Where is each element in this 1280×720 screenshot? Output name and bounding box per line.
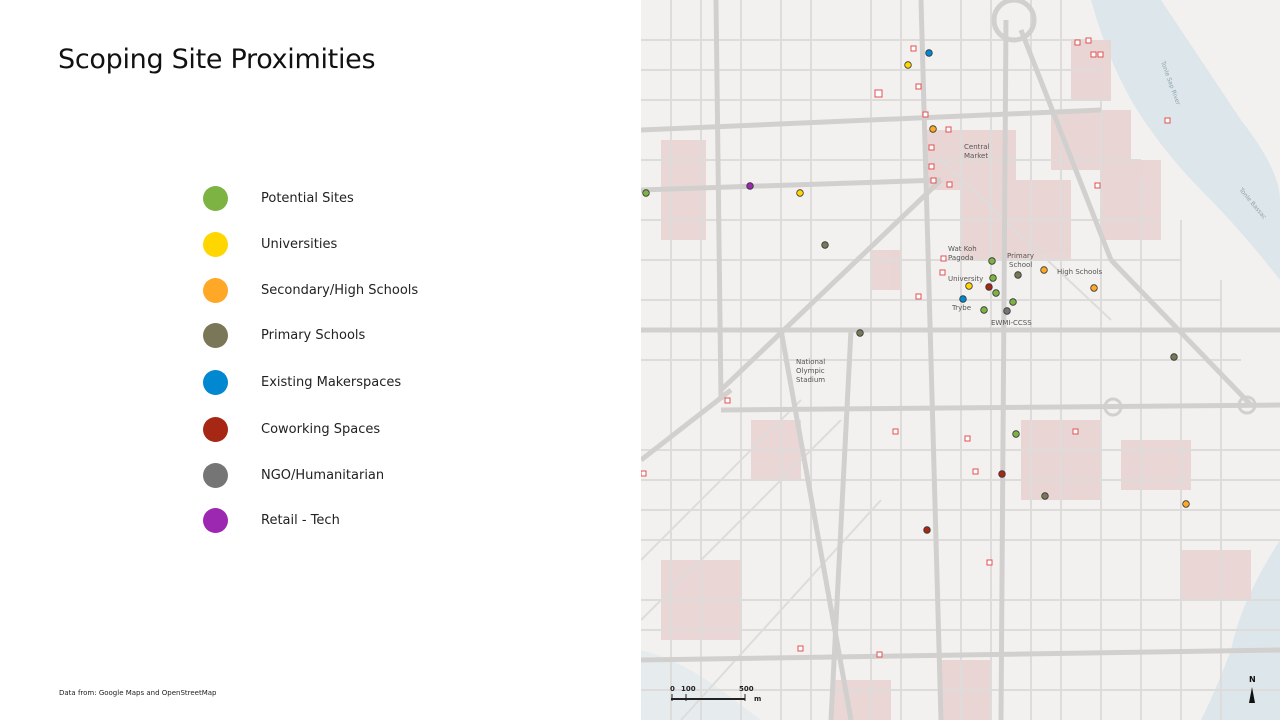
legend-swatch-primary-schools — [203, 323, 228, 348]
map-marker-university[interactable] — [905, 62, 912, 69]
scale-label: 500 — [739, 685, 754, 693]
map-marker-coworking[interactable] — [924, 527, 931, 534]
legend-label: Retail - Tech — [261, 513, 340, 528]
map-marker-primary-school[interactable] — [1015, 272, 1022, 279]
legend-swatch-coworking — [203, 417, 228, 442]
map-marker-coworking[interactable] — [986, 284, 993, 291]
legend-swatch-retail-tech — [203, 508, 228, 533]
north-label: N — [1249, 675, 1256, 684]
legend-swatch-universities — [203, 232, 228, 257]
scale-label: 100 — [681, 685, 696, 693]
map-marker-coworking[interactable] — [999, 471, 1006, 478]
map-marker-potential-site[interactable] — [993, 290, 1000, 297]
legend-label: Existing Makerspaces — [261, 375, 402, 390]
map-marker-university[interactable] — [966, 283, 973, 290]
legend-item-makerspaces — [203, 370, 563, 396]
map-label-primary-school: School — [1009, 261, 1033, 269]
legend-swatch-high-schools — [203, 278, 228, 303]
legend-label: Potential Sites — [261, 191, 354, 206]
map-marker-ngo[interactable] — [1004, 308, 1011, 315]
map[interactable] — [641, 0, 1280, 720]
map-marker-potential-site[interactable] — [990, 275, 997, 282]
map-marker-retail-tech[interactable] — [747, 183, 754, 190]
map-marker-makerspace[interactable] — [926, 50, 933, 57]
map-label-olympic-stadium: Stadium — [796, 376, 826, 384]
map-label-central-market: Market — [964, 152, 989, 160]
legend-swatch-makerspaces — [203, 370, 228, 395]
legend-swatch-potential-sites — [203, 186, 228, 211]
map-label-central-market: Central — [964, 143, 990, 151]
map-label-wat-koh-pagoda: Wat Koh — [948, 245, 977, 253]
legend-label: Universities — [261, 237, 338, 252]
legend-item-primary-schools — [203, 323, 563, 349]
map-label-trybe: Trybe — [952, 304, 972, 312]
legend-item-coworking — [203, 417, 563, 443]
map-label-olympic-stadium: National — [796, 358, 826, 366]
legend-label: Secondary/High Schools — [261, 283, 419, 298]
map-label-ewmi-ccss: EWMI-CCSS — [991, 319, 1032, 327]
map-marker-potential-site[interactable] — [981, 307, 988, 314]
map-label-university: University — [948, 275, 984, 283]
map-marker-university[interactable] — [797, 190, 804, 197]
map-marker-potential-site[interactable] — [643, 190, 650, 197]
map-canvas — [641, 0, 1280, 720]
page-title: Scoping Site Proximities — [58, 44, 376, 75]
legend-swatch-ngo — [203, 463, 228, 488]
map-marker-potential-site[interactable] — [1013, 431, 1020, 438]
map-marker-primary-school[interactable] — [1171, 354, 1178, 361]
roundabout — [994, 0, 1034, 40]
map-marker-primary-school[interactable] — [857, 330, 864, 337]
scale-unit: m — [754, 695, 762, 703]
map-label-primary-school: Primary — [1007, 252, 1035, 260]
map-label-wat-koh-pagoda: Pagoda — [948, 254, 974, 262]
map-marker-primary-school[interactable] — [822, 242, 829, 249]
map-label-high-schools: High Schools — [1057, 268, 1103, 276]
map-marker-high-school[interactable] — [1091, 285, 1098, 292]
map-label-olympic-stadium: Olympic — [796, 367, 825, 375]
legend-label: Primary Schools — [261, 328, 366, 343]
legend-item-ngo — [203, 463, 563, 489]
map-marker-potential-site[interactable] — [989, 258, 996, 265]
map-marker-primary-school[interactable] — [1042, 493, 1049, 500]
map-marker-high-school[interactable] — [1041, 267, 1048, 274]
legend-label: NGO/Humanitarian — [261, 468, 385, 483]
map-marker-makerspace[interactable] — [960, 296, 967, 303]
map-label-river-bassac: Tonle Bassac — [1237, 186, 1268, 221]
map-label-river-tonle-sap: Tonle Sap River — [1159, 60, 1182, 107]
map-marker-high-school[interactable] — [930, 126, 937, 133]
legend-label: Coworking Spaces — [261, 422, 381, 437]
legend-item-potential-sites — [203, 186, 563, 212]
legend-item-retail-tech — [203, 508, 563, 534]
scale-label: 0 — [670, 685, 675, 693]
legend-item-universities — [203, 232, 563, 258]
legend-item-high-schools — [203, 278, 563, 304]
map-marker-potential-site[interactable] — [1010, 299, 1017, 306]
map-marker-high-school[interactable] — [1183, 501, 1190, 508]
source-note: Data from: Google Maps and OpenStreetMap — [59, 689, 217, 697]
